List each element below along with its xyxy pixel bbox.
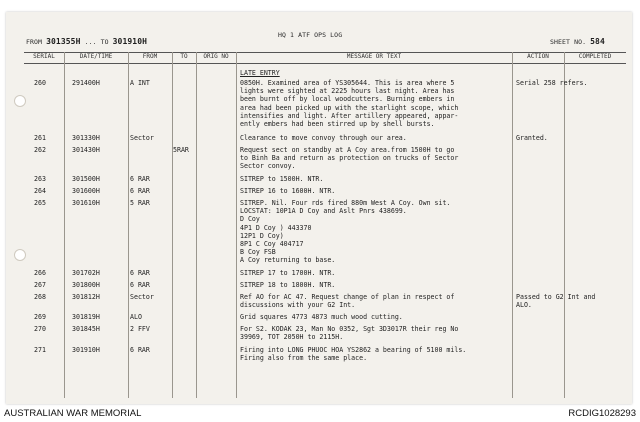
sheet-number-field — [550, 37, 605, 46]
from-cell: 5 RAR — [130, 199, 150, 207]
serial-cell: 264 — [34, 187, 46, 195]
serial-cell: 271 — [34, 346, 46, 354]
col-divider — [512, 52, 513, 398]
from-cell: 6 RAR — [130, 175, 150, 183]
message-text: Firing into LONG PHUOC HOA YS2862 a bearing of 5100 mils. Firing also from the same place. — [240, 346, 467, 363]
from-cell: 6 RAR — [130, 187, 150, 195]
action-cell: Serial 258 refers. — [516, 79, 588, 87]
serial-cell: 270 — [34, 325, 46, 333]
message-text: SITREP to 1500H. NTR. — [240, 175, 324, 183]
message-text: LATE ENTRY — [240, 69, 280, 77]
log-sheet — [6, 12, 632, 404]
serial-cell: 268 — [34, 293, 46, 301]
datetime-cell: 301610H — [72, 199, 100, 207]
punch-hole — [14, 95, 26, 107]
datetime-cell: 291400H — [72, 79, 100, 87]
serial-cell: 262 — [34, 146, 46, 154]
action-cell: Granted. — [516, 134, 548, 142]
message-text: 0850H. Examined area of YS305644. This is area where 5 lights were sighted at 2225 hours last night. Area has been burnt off by local woodcutters. Burning embers in area had been picked up with the starlight scope, which intensifies and light. After artillery appeared, appar- ently embers had been stirred up by shell bursts. — [240, 79, 459, 129]
message-text: Request sect on standby at A Coy area.from 1500H to go to Binh Ba and return as protection on trucks of Sector Sector convoy. — [240, 146, 459, 171]
datetime-cell: 301812H — [72, 293, 100, 301]
col-from: FROM — [142, 53, 158, 60]
to-cell: 5RAR — [173, 146, 189, 154]
from-cell: Sector — [130, 134, 154, 142]
serial-cell: 267 — [34, 281, 46, 289]
from-cell: A INT — [130, 79, 150, 87]
serial-cell: 261 — [34, 134, 46, 142]
col-divider — [564, 52, 565, 398]
from-cell: ALO — [130, 313, 142, 321]
datetime-cell: 301430H — [72, 146, 100, 154]
from-field: FROM 301355H ... TO 301910H — [26, 37, 148, 46]
col-completed: COMPLETED — [578, 53, 612, 60]
from-label: FROM — [26, 38, 43, 46]
record-id: RCDIG1028293 — [568, 408, 636, 419]
serial-cell: 263 — [34, 175, 46, 183]
to-label: TO — [100, 38, 109, 46]
sheet-label: SHEET NO. — [550, 38, 587, 46]
col-divider — [128, 52, 129, 398]
datetime-cell: 301330H — [72, 134, 100, 142]
archive-credit: AUSTRALIAN WAR MEMORIAL — [4, 408, 142, 419]
col-orig-no: ORIG NO — [203, 53, 229, 60]
message-text: Grid squares 4773 4873 much wood cutting. — [240, 313, 403, 321]
serial-cell: 266 — [34, 269, 46, 277]
datetime-cell: 301702H — [72, 269, 100, 277]
action-cell: Passed to G2 Int and ALO. — [516, 293, 596, 310]
message-text: SITREP. Nil. Four rds fired 880m West A Coy. Own sit. LOCSTAT: 10P1A D Coy and Aslt Pnrs 438699. D Coy 4P1 D Coy ) 443370 12P1 D Coy) 8P1 C Coy 404717 B Coy FSB A Coy returning to base. — [240, 199, 451, 265]
col-divider — [236, 52, 237, 398]
col-action: ACTION — [527, 53, 549, 60]
sheet-value: 584 — [590, 37, 605, 46]
message-text: For S2. KODAK 23, Man No 0352, Sgt 3D3017R their reg No 39969, TOT 2050H to 2115H. — [240, 325, 459, 342]
datetime-cell: 301819H — [72, 313, 100, 321]
message-text: SITREP 18 to 1800H. NTR. — [240, 281, 336, 289]
col-datetime: DATE/TIME — [79, 53, 113, 60]
from-cell: Sector — [130, 293, 154, 301]
col-message: MESSAGE OR TEXT — [346, 53, 402, 60]
datetime-cell: 301800H — [72, 281, 100, 289]
col-divider — [196, 52, 197, 398]
col-divider — [64, 52, 65, 398]
datetime-cell: 301600H — [72, 187, 100, 195]
col-to: TO — [180, 53, 188, 60]
log-title: HQ 1 ATF OPS LOG — [278, 31, 343, 39]
from-cell: 6 RAR — [130, 281, 150, 289]
serial-cell: 260 — [34, 79, 46, 87]
message-text: SITREP 17 to 1700H. NTR. — [240, 269, 336, 277]
from-value: 301355H — [46, 37, 81, 46]
datetime-cell: 301500H — [72, 175, 100, 183]
message-text: Ref AO for AC 47. Request change of plan in respect of discussions with your G2 Int. — [240, 293, 455, 310]
from-cell: 2 FFV — [130, 325, 150, 333]
table-header-rule — [24, 63, 626, 64]
datetime-cell: 301845H — [72, 325, 100, 333]
punch-hole — [14, 249, 26, 261]
col-serial: SERIAL — [33, 53, 55, 60]
message-text: Clearance to move convoy through our area. — [240, 134, 407, 142]
serial-cell: 269 — [34, 313, 46, 321]
message-text: SITREP 16 to 1600H. NTR. — [240, 187, 336, 195]
to-value: 301910H — [112, 37, 148, 46]
serial-cell: 265 — [34, 199, 46, 207]
col-divider — [172, 52, 173, 398]
from-cell: 6 RAR — [130, 346, 150, 354]
datetime-cell: 301910H — [72, 346, 100, 354]
from-cell: 6 RAR — [130, 269, 150, 277]
